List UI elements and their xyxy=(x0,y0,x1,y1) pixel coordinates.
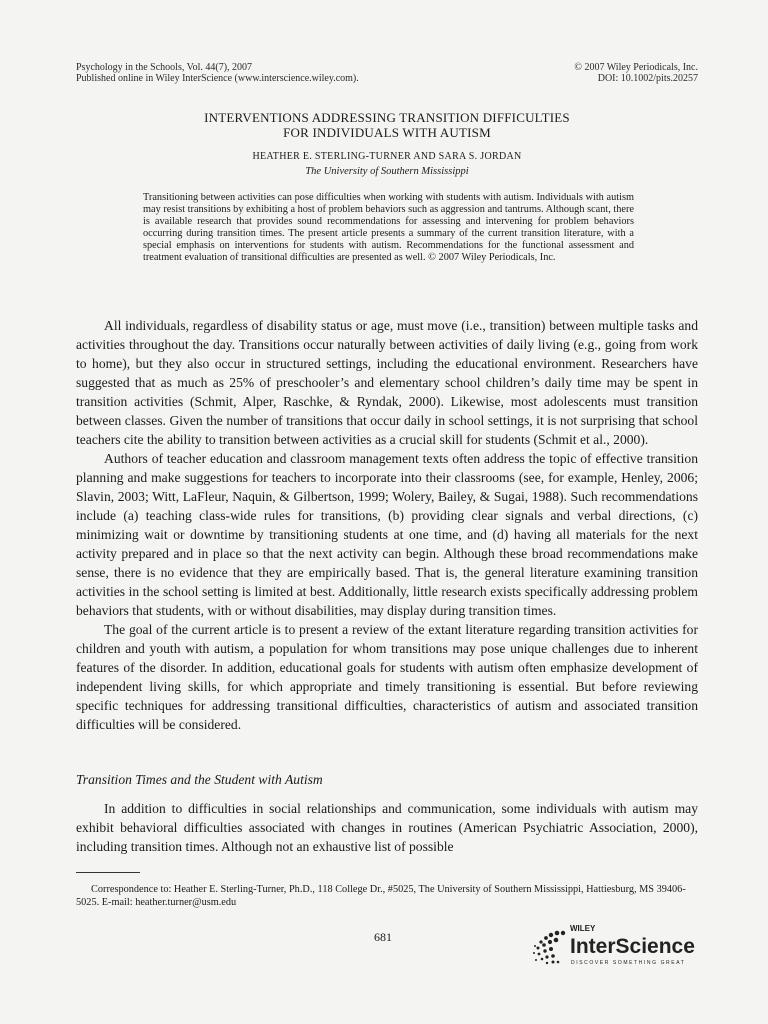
article-title xyxy=(76,110,698,140)
body-paragraph: Authors of teacher education and classroom management texts often address the topic of effective transition planning and make suggestions for teachers to incorporate into their classrooms (see, for example, Henley, 2006; Slavin, 2003; Witt, LaFleur, Naquin, & Gilbertson, 1999; Wolery, Bailey, & Sugai, 1988). Such recommendations include (a) teaching class-wide rules for transitions, (b) providing clear signals and verbal directions, (c) minimizing wait or downtime by transitioning students at one time, and (d) having all materials for the next activity prepared and in place so that the next activity can begin. Although these broad recommendations make sense, there is no evidence that they are empirically based. That is, the general literature examining transition activities in the school setting is limited at best. Additionally, little research exists specifically addressing problem behaviors that students, with or without disabilities, may display during transition times. xyxy=(76,451,698,618)
body-section-intro xyxy=(76,316,698,734)
body-paragraph: The goal of the current article is to present a review of the extant literature regarding transition activities for children and youth with autism, a population for whom transitions may pose unique challenges due to inherent features of the disorder. In addition, educational goals for students with autism often emphasize development of independent living skills, for which appropriate and timely transitioning is essential. But before reviewing specific techniques for addressing transitional difficulties, characteristics of autism and associated transition difficulties will be considered. xyxy=(76,622,698,732)
body-paragraph: All individuals, regardless of disability status or age, must move (i.e., transition) between multiple tasks and activities throughout the day. Transitions occur naturally between activities of daily living (e.g., going from work to home), but they also occur in structured settings, including the educational environment. Researchers have suggested that as much as 25% of preschooler’s and elementary school children’s daily time may be spent in transition activities (Schmit, Alper, Raschke, & Ryndak, 2000). Likewise, most adolescents must transition between classes. Given the number of transitions that occur daily in school settings, it is not surprising that school teachers cite the ability to transition between activities as a crucial skill for students (Schmit et al., 2000). xyxy=(76,318,698,447)
logo-brand-small: WILEY xyxy=(570,924,596,933)
abstract: Transitioning between activities can pose difficulties when working with students with autism. Individuals with autism may resist transitions by exhibiting a host of problem behaviors such as aggression and tantrums. Although scant, there is available research that provides sound recommendations for assessing and intervening for problem behaviors occurring during transition times. The present article presents a summary of the current transition literature, with a special emphasis on interventions for students with autism. Recommendations for the functional assessment and treatment evaluation of transitional difficulties are presented as well. © 2007 Wiley Periodicals, Inc. xyxy=(143,192,634,263)
page-number: 681 xyxy=(374,930,392,944)
article-title-line-1: INTERVENTIONS ADDRESSING TRANSITION DIFFICULTIES xyxy=(204,110,570,125)
running-header-left xyxy=(76,62,359,84)
section-heading: Transition Times and the Student with Autism xyxy=(76,772,323,787)
article-title-line-2: FOR INDIVIDUALS WITH AUTISM xyxy=(283,125,491,140)
logo-brand-main: InterScience xyxy=(570,935,695,958)
author-list: HEATHER E. STERLING-TURNER AND SARA S. JORDAN xyxy=(252,151,522,162)
author-affiliation: The University of Southern Mississippi xyxy=(305,166,469,177)
body-paragraph: In addition to difficulties in social relationships and communication, some individuals with autism may exhibit behavioral difficulties associated with changes in routines (American Psychiatric Association, 2000), including transition times. Although not an exhaustive list of possible xyxy=(76,801,698,854)
running-header-right xyxy=(574,62,698,84)
wiley-interscience-logo xyxy=(527,918,707,972)
copyright-notice: © 2007 Wiley Periodicals, Inc. xyxy=(574,62,698,73)
correspondence-footnote: Correspondence to: Heather E. Sterling-Turner, Ph.D., 118 College Dr., #5025, The University of Southern Mississippi, Hattiesburg, MS 39406-5025. E-mail: heather.turner@usm.edu xyxy=(76,884,686,908)
logo-tagline: DISCOVER SOMETHING GREAT xyxy=(571,960,686,966)
body-section-transition-times xyxy=(76,799,698,856)
publication-note: Published online in Wiley InterScience (www.interscience.wiley.com). xyxy=(76,73,359,84)
logo-graphic xyxy=(527,918,707,972)
doi: DOI: 10.1002/pits.20257 xyxy=(597,73,698,84)
globe-dots-icon xyxy=(533,931,565,965)
footnote-divider xyxy=(76,872,140,873)
journal-citation: Psychology in the Schools, Vol. 44(7), 2007 xyxy=(76,62,253,73)
